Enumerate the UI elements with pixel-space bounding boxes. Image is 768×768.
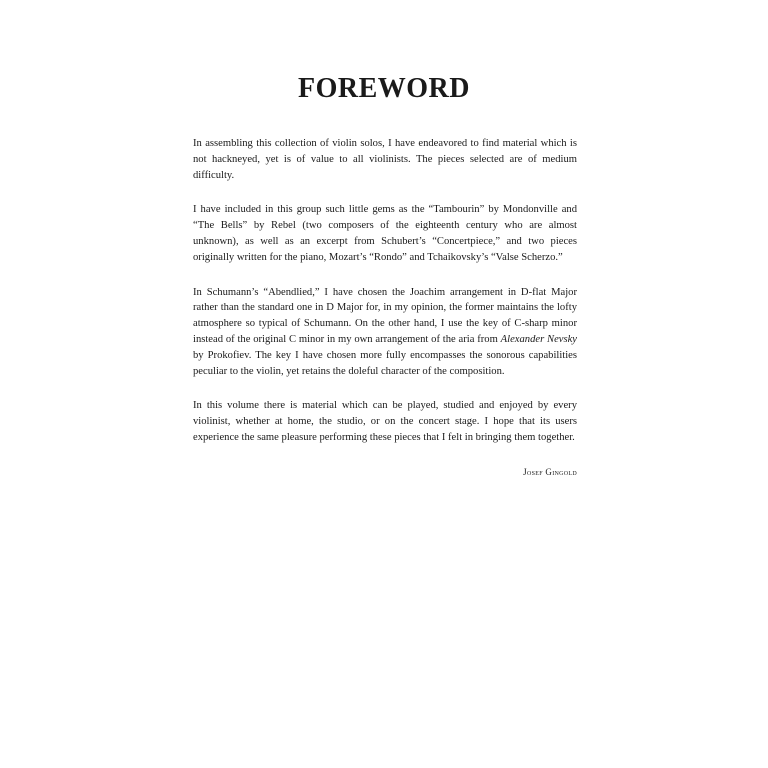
foreword-body	[193, 136, 577, 479]
author-signature: Josef Gingold	[523, 466, 577, 477]
page-title: FOREWORD	[298, 73, 470, 104]
paragraph-3-italic-title: Alexander Nevsky	[500, 333, 577, 345]
paragraph-3	[193, 285, 577, 380]
paragraph-4: In this volume there is material which can be played, studied and enjoyed by every violinist, whether at home, the studio, or on the concert stage. I hope that its users experience the same pleasure performing these pieces that I felt in bringing them together.	[193, 400, 577, 443]
paragraph-3-text-before: In Schumann’s “Abendlied,” I have chosen the Joachim arrangement in D-flat Major rather than the standard one in D Major for, in my opinion, the former maintains the lofty atmosphere so typical of Schumann. On the other hand, I use the key of C-sharp minor instead of the original C minor in my own arrangement of the aria from	[193, 286, 577, 345]
paragraph-1: In assembling this collection of violin solos, I have endeavored to find material which is not hackneyed, yet is of value to all violinists. The pieces selected are of medium difficulty.	[193, 138, 577, 181]
paragraph-3-text-after: by Prokofiev. The key I have chosen more fully encompasses the sonorous capabilities peculiar to the violin, yet retains the doleful character of the composition.	[193, 349, 577, 377]
paragraph-2: I have included in this group such little gems as the “Tambourin” by Mondonville and “The Bells” by Rebel (two composers of the eighteenth century who are almost unknown), as well as an excerpt from Schubert’s “Concertpiece,” and two pieces originally written for the piano, Mozart’s “Rondo” and Tchaikovsky’s “Valse Scherzo.”	[193, 204, 577, 263]
